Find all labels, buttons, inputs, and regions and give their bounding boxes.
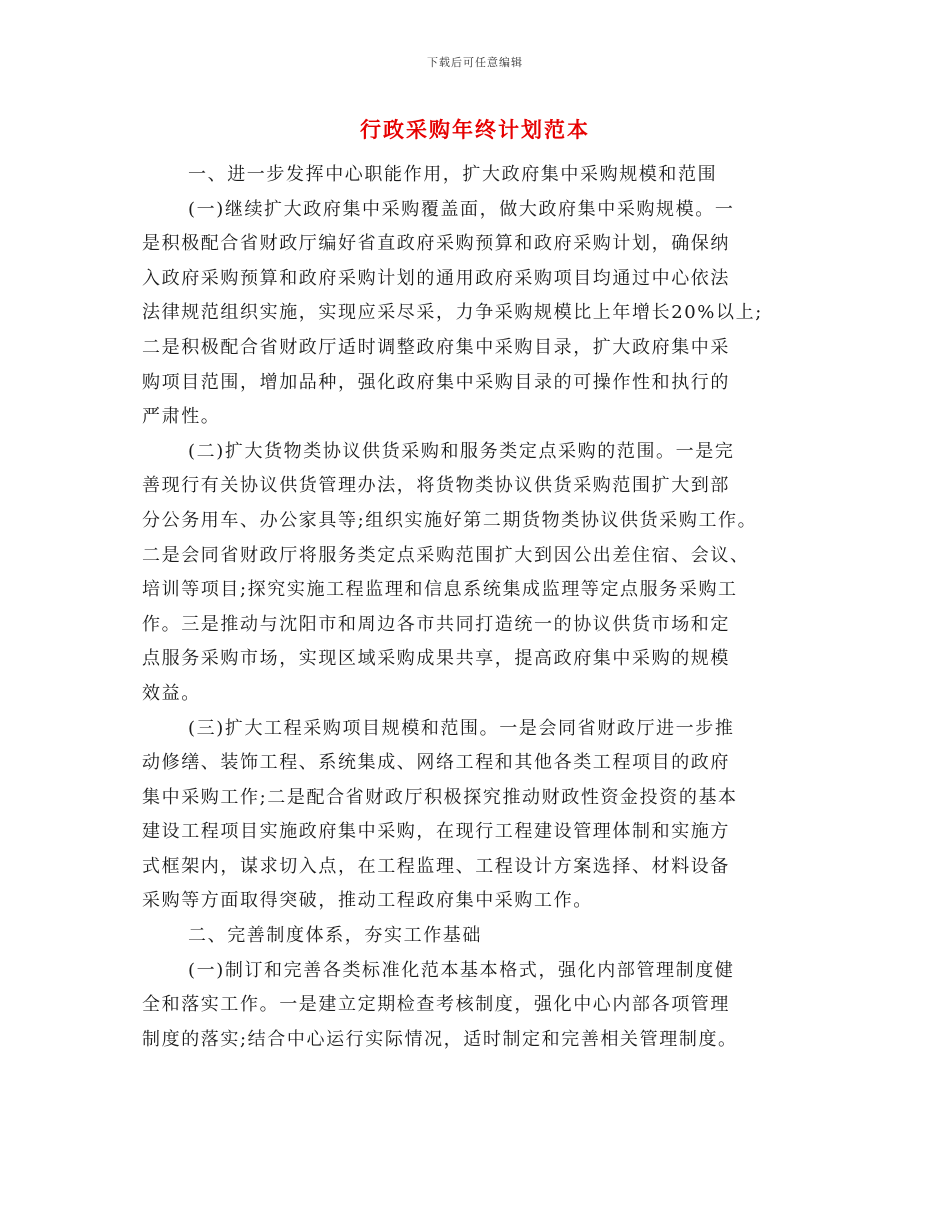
body-line: (一)继续扩大政府集中采购覆盖面，做大政府集中采购规模。一	[188, 198, 735, 220]
body-line: 作。三是推动与沈阳市和周边各市共同打造统一的协议供货市场和定	[142, 613, 730, 635]
body-line: 严肃性。	[142, 406, 221, 428]
body-line: 二、完善制度体系，夯实工作基础	[188, 925, 482, 947]
body-line: 是积极配合省财政厅编好省直政府采购预算和政府采购计划，确保纳	[142, 233, 730, 255]
body-line: (三)扩大工程采购项目规模和范围。一是会同省财政厅进一步推	[188, 717, 735, 739]
body-line: 分公务用车、办公家具等;组织实施好第二期货物类协议供货采购工作。	[142, 509, 758, 531]
body-line: 全和落实工作。一是建立定期检查考核制度，强化中心内部各项管理	[142, 994, 730, 1016]
body-line: 制度的落实;结合中心运行实际情况，适时制定和完善相关管理制度。	[142, 1028, 738, 1050]
body-line: 集中采购工作;二是配合省财政厅积极探究推动财政性资金投资的基本	[142, 786, 738, 808]
body-line: 二是积极配合省财政厅适时调整政府集中采购目录，扩大政府集中采	[142, 336, 730, 358]
body-line: 购项目范围，增加品种，强化政府集中采购目录的可操作性和执行的	[142, 371, 730, 393]
header-note: 下载后可任意编辑	[427, 56, 523, 69]
body-line: 二是会同省财政厅将服务类定点采购范围扩大到因公出差住宿、会议、	[142, 544, 750, 566]
document-body	[142, 158, 810, 1057]
body-line: (二)扩大货物类协议供货采购和服务类定点采购的范围。一是完	[188, 440, 735, 462]
body-line: 培训等项目;探究实施工程监理和信息系统集成监理等定点服务采购工	[142, 579, 738, 601]
body-line: 一、进一步发挥中心职能作用，扩大政府集中采购规模和范围	[188, 164, 718, 185]
body-line: 法律规范组织实施，实现应采尽采，力争采购规模比上年增长20%以上;	[142, 302, 763, 324]
body-line: 善现行有关协议供货管理办法，将货物类协议供货采购范围扩大到部	[142, 475, 730, 497]
body-line: 采购等方面取得突破，推动工程政府集中采购工作。	[142, 890, 593, 912]
body-line: 建设工程项目实施政府集中采购，在现行工程建设管理体制和实施方	[142, 821, 730, 843]
body-line: 点服务采购市场，实现区域采购成果共享，提高政府集中采购的规模	[142, 648, 730, 670]
body-line: 动修缮、装饰工程、系统集成、网络工程和其他各类工程项目的政府	[142, 752, 730, 774]
document-title: 行政采购年终计划范本	[360, 117, 590, 142]
body-line: (一)制订和完善各类标准化范本基本格式，强化内部管理制度健	[188, 959, 735, 981]
body-line: 效益。	[142, 682, 201, 704]
body-line: 入政府采购预算和政府采购计划的通用政府采购项目均通过中心依法	[142, 267, 730, 289]
body-line: 式框架内，谋求切入点，在工程监理、工程设计方案选择、材料设备	[142, 855, 730, 877]
